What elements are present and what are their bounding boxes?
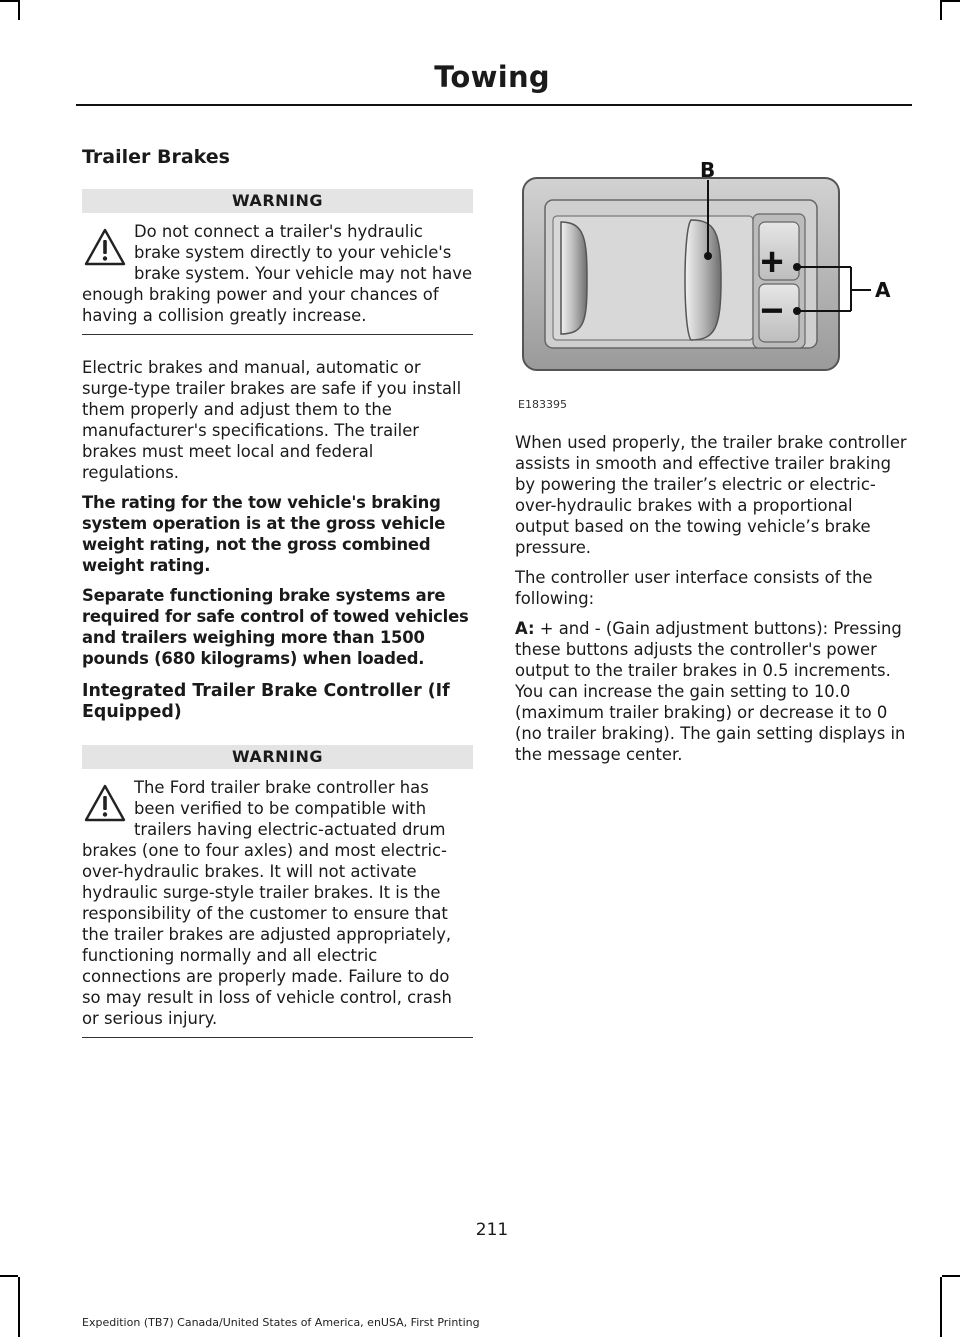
crop-mark: [940, 0, 942, 20]
warning-text: Do not connect a trailer's hydraulic brake system directly to your vehicle's brake system. Your vehicle may not have enough braking power and your chances of having a collision greatly increase.: [82, 221, 473, 325]
figure-code: E183395: [518, 398, 567, 411]
left-column: [82, 146, 473, 1060]
right-column: [515, 160, 910, 774]
minus-symbol: −: [760, 289, 784, 333]
crop-mark: [940, 1277, 942, 1337]
warning-box: [82, 213, 473, 335]
brake-controller-illustration: [515, 160, 910, 400]
header-divider: [76, 104, 912, 106]
section-heading: Trailer Brakes: [82, 146, 230, 168]
subsection-heading: Integrated Trailer Brake Controller (If Equipped): [82, 680, 450, 722]
paragraph-bold: The rating for the tow vehicle's braking system operation is at the gross vehicle weight rating, not the gross combined weight rating.: [82, 492, 446, 575]
callout-label-b: B: [700, 158, 716, 182]
crop-mark: [942, 1275, 960, 1277]
warning-triangle-icon: [84, 227, 126, 267]
crop-mark: [0, 1275, 18, 1277]
page-title: Towing: [434, 60, 550, 94]
crop-mark: [0, 0, 20, 2]
warning-text: The Ford trailer brake controller has been verified to be compatible with trailers having electric-actuated drum brakes (one to four axles) and most electric-over-hydraulic brakes. It will not activate hydraulic surge-style trailer brakes. It is the responsibility of the customer to ensure that the trailer brakes are adjusted appropriately, functioning normally and all electric connections are properly made. Failure to do so may result in loss of vehicle control, crash or serious injury.: [82, 777, 452, 1028]
crop-mark: [18, 0, 20, 20]
callout-label-a: A: [875, 278, 891, 302]
manual-lever-left: [561, 222, 587, 334]
paragraph: Electric brakes and manual, automatic or surge-type trailer brakes are safe if you install them properly and adjust them to the manufacturer's specifications. The trailer brakes must meet local and federal regulations.: [82, 357, 462, 482]
crop-mark: [18, 1277, 20, 1337]
item-text: + and - (Gain adjustment buttons): Pressing these buttons adjusts the controller's power output to the trailer brakes in 0.5 increments. You can increase the gain setting to 10.0 (maximum trailer braking) or decrease it to 0 (no trailer braking). The gain setting displays in the message center.: [515, 619, 906, 764]
item-label: A:: [515, 619, 535, 638]
warning-banner: WARNING: [82, 745, 473, 769]
page-number: 211: [475, 1220, 509, 1240]
manual-lever-right: [685, 220, 721, 340]
crop-mark: [940, 0, 960, 2]
paragraph-bold: Separate functioning brake systems are required for safe control of towed vehicles and trailers weighing more than 1500 pounds (680 kilograms) when loaded.: [82, 585, 469, 668]
paragraph: The controller user interface consists of the following:: [515, 568, 873, 608]
paragraph: When used properly, the trailer brake controller assists in smooth and effective trailer braking by powering the trailer’s electric or electric-over-hydraulic brakes with a proportional output based on the towing vehicle’s brake pressure.: [515, 433, 907, 557]
brake-controller-figure: [515, 160, 910, 420]
warning-triangle-icon: [84, 783, 126, 823]
plus-symbol: +: [760, 240, 784, 284]
warning-box: [82, 769, 473, 1038]
footer-text: Expedition (TB7) Canada/United States of America, enUSA, First Printing: [82, 1316, 480, 1329]
warning-banner: WARNING: [82, 189, 473, 213]
item-a-description: [515, 618, 910, 765]
